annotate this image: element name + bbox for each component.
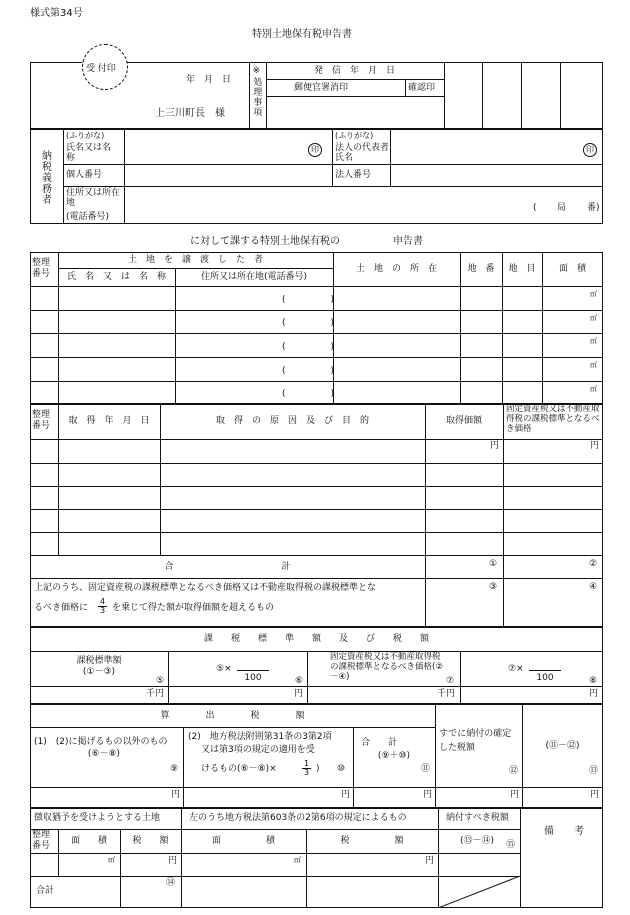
acq-date-header: 取 得 年 月 日 — [68, 416, 150, 426]
num-14: ⑭ — [166, 878, 176, 888]
phone-station: 局 — [557, 203, 567, 213]
land-row-unit: ㎡ — [590, 314, 597, 322]
yen-unit: 円 — [510, 790, 520, 800]
land-row-paren: ( ) — [282, 366, 335, 376]
land-seiri-header: 整理番号 — [32, 258, 51, 280]
acq-price-yen: 円 — [490, 441, 500, 451]
calc-col1-formula: (⑥－⑧) — [87, 749, 121, 759]
art603-area-header: 面 積 — [211, 836, 275, 846]
art603-tax-header: 税 額 — [340, 836, 404, 846]
deferral-seiri-header: 整理番号 — [32, 830, 51, 852]
deferral-tax-header: 税 額 — [132, 836, 169, 846]
num-5: ⑤ — [156, 676, 165, 686]
num-2: ② — [589, 559, 598, 569]
acq-total-label: 合 計 — [164, 562, 291, 572]
calc-tax-title: 算 出 税 額 — [160, 711, 305, 721]
num-3: ③ — [489, 582, 498, 592]
num-10: ⑩ — [337, 764, 346, 774]
sent-date-label: 発 信 年 月 日 — [314, 66, 396, 76]
payable-tax-header: 納付すべき税額 — [446, 813, 509, 823]
diagonal-strike — [438, 876, 520, 908]
addressee: 上三川町長 様 — [155, 108, 225, 119]
land-location-header: 土 地 の 所 在 — [355, 264, 437, 274]
land-row-paren: ( ) — [282, 295, 335, 305]
taxpayer-side-label: 納税義務者 — [39, 150, 51, 205]
num-9: ⑨ — [170, 764, 179, 774]
yen-unit: 円 — [423, 790, 433, 800]
land-chiban-header: 地 番 — [467, 264, 495, 274]
fraction-den: 3 — [304, 768, 310, 777]
reception-stamp-label: 受 付印 — [86, 64, 116, 74]
processing-label: ※処理事項 — [251, 66, 262, 117]
yen-unit: 円 — [171, 790, 181, 800]
seal-mark-rep: 印 — [583, 143, 597, 157]
num-1: ① — [489, 559, 498, 569]
header-date: 年 月 日 — [186, 75, 232, 85]
subject-prefix: に対して課する特別土地保有税の — [190, 236, 340, 247]
tax-base-col1-formula: (①－③) — [82, 667, 116, 677]
calc-col2-line2: 又は第3項の規定の適用を受 — [201, 745, 315, 755]
phone-label: (電話番号) — [66, 212, 110, 222]
num-15: ⑮ — [506, 840, 516, 850]
land-row-unit: ㎡ — [590, 385, 597, 393]
deferral-area-unit: ㎡ — [108, 856, 115, 864]
land-row-unit: ㎡ — [590, 290, 597, 298]
name-label: 氏名又は名 称 — [66, 143, 130, 164]
yen-unit-2: 円 — [589, 689, 599, 699]
deferral-area-header: 面 積 — [70, 836, 107, 846]
calc-col4-label: すでに納付の確定した税額 — [439, 729, 512, 753]
rep-kana-label: (ふりがな) — [335, 131, 374, 140]
phone-ban: 番) — [587, 203, 600, 213]
individual-number-label: 個人番号 — [66, 170, 103, 180]
land-row-paren: ( ) — [282, 389, 335, 399]
excess-note-line1: 上記のうち、固定資産税の課税標準となるべき価格又は不動産取得税の課税標準とな — [34, 583, 377, 593]
transferor-addr-header: 住所又は所在地(電話番号) — [200, 272, 308, 282]
land-row-unit: ㎡ — [590, 361, 597, 369]
fraction-num: 4 — [100, 597, 106, 606]
tax-base-col3: 固定資産税又は不動産取得税の課税標準となるべき価格(②－④) — [330, 652, 443, 682]
land-row-paren: ( ) — [282, 318, 335, 328]
calc-col5-formula: (⑪－⑫) — [545, 741, 580, 751]
num-4: ④ — [589, 582, 598, 592]
fraction-num: 1 — [304, 759, 310, 768]
remarks-header: 備 考 — [544, 826, 584, 837]
subject-suffix: 申告書 — [393, 236, 423, 247]
form-number: 様式第34号 — [30, 8, 83, 19]
acq-seiri-header: 整理番号 — [32, 410, 51, 432]
land-row-paren: ( ) — [282, 342, 335, 352]
tax-base-col1: 課税標準額 — [76, 656, 122, 666]
tax-base-col4-den: 100 — [536, 673, 554, 683]
payable-formula: (⑬－⑭) — [460, 836, 495, 846]
seal-mark: 印 — [308, 143, 322, 157]
art603-tax-unit: 円 — [425, 856, 435, 866]
tax-base-title: 課 税 標 準 額 及 び 税 額 — [203, 634, 429, 644]
land-row-unit: ㎡ — [590, 337, 597, 345]
calc-col1-label: (1) (2)に掲げるもの以外のもの — [34, 737, 168, 747]
art603-header: 左のうち地方税法第603条の2第6項の規定によるもの — [189, 813, 407, 823]
senen-unit-1: 千円 — [146, 689, 165, 699]
num-7: ⑦ — [446, 676, 455, 686]
calc-col2-line3: けるもの(⑥－⑧)× — [201, 764, 277, 774]
num-11: ⑪ — [421, 764, 431, 774]
address-label: 住所又は所在地 — [66, 188, 121, 209]
deferral-tax-unit: 円 — [168, 856, 178, 866]
four-thirds-fraction — [98, 598, 107, 615]
land-chimoku-header: 地 目 — [508, 264, 536, 274]
page-title: 特別土地保有税申告書 — [252, 29, 352, 40]
num-8: ⑧ — [589, 676, 598, 686]
deferral-total-label: 合計 — [36, 886, 55, 896]
num-12: ⑫ — [509, 766, 519, 776]
fixed-price-header: 固定資産税又は不動産取得税の課税標準となるべき価格 — [506, 404, 600, 434]
acq-cause-header: 取 得 の 原 因 及 び 目 的 — [215, 416, 369, 426]
tax-base-col2-prefix: ⑤× — [216, 664, 232, 674]
name-kana-label: (ふりがな) — [66, 131, 105, 140]
senen-unit-2: 千円 — [437, 689, 456, 699]
phone-paren-open: ( — [533, 203, 537, 213]
rep-name-label: 法人の代表者氏名 — [335, 143, 390, 164]
excess-note-line2-start: るべき価格に — [34, 603, 89, 613]
postmark-label: 郵便官署消印 — [294, 83, 349, 93]
yen-unit: 円 — [590, 790, 600, 800]
fraction-den: 3 — [100, 606, 106, 615]
num-6: ⑥ — [295, 676, 304, 686]
confirm-stamp-label: 確認印 — [408, 83, 436, 93]
tax-base-col4-prefix: ⑦× — [508, 664, 524, 674]
deferral-land-header: 徴収猶予を受けようとする土地 — [34, 813, 161, 823]
transferor-name-header: 氏 名 又 は 名 称 — [66, 272, 166, 282]
tax-base-col2-den: 100 — [244, 673, 262, 683]
one-third-fraction — [302, 760, 311, 777]
land-area-header: 面 積 — [558, 264, 586, 274]
corporate-number-label: 法人番号 — [335, 170, 372, 180]
transferor-header: 土 地 を 譲 渡 し た 者 — [127, 255, 263, 265]
calc-col3-label: 合 計 — [361, 738, 398, 748]
yen-unit: 円 — [341, 790, 351, 800]
num-13: ⑬ — [589, 766, 599, 776]
acq-price-header: 取得価額 — [445, 416, 482, 426]
calc-col3-formula: (⑨＋⑩) — [377, 751, 411, 761]
yen-unit-1: 円 — [294, 689, 304, 699]
fixed-price-yen: 円 — [590, 441, 600, 451]
calc-col2-close-paren: ) — [316, 764, 320, 774]
excess-note-line2-end: を乗じて得た額が取得価額を超えるもの — [112, 603, 275, 613]
calc-col2-line1: (2) 地方税法附則第31条の3第2項 — [188, 732, 332, 742]
art603-area-unit: ㎡ — [294, 856, 301, 864]
